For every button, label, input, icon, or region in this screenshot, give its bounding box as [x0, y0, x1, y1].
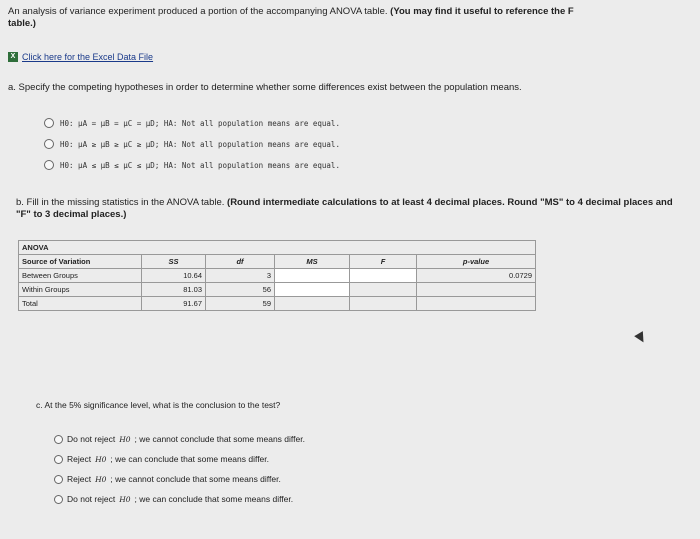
- h0-symbol: H0: [95, 454, 107, 464]
- mouse-cursor-icon: [634, 331, 648, 345]
- hypothesis-label: H0: μA ≤ μB ≤ μC ≤ μD; HA: Not all population means are equal.: [60, 160, 340, 170]
- ms-input-within[interactable]: [275, 283, 350, 297]
- ss-cell: 91.67: [142, 297, 206, 311]
- df-cell: 59: [206, 297, 275, 311]
- excel-data-link[interactable]: [8, 52, 153, 62]
- source-cell: Between Groups: [19, 269, 142, 283]
- radio-button[interactable]: [44, 139, 54, 149]
- radio-button[interactable]: [44, 160, 54, 170]
- conclusion-option-2[interactable]: [54, 454, 269, 464]
- option-text: Reject: [67, 474, 92, 484]
- excel-icon: X: [8, 52, 18, 62]
- df-cell: 3: [206, 269, 275, 283]
- f-cell: [350, 297, 417, 311]
- conclusion-option-3[interactable]: [54, 474, 281, 484]
- option-text: ; we can conclude that some means differ.: [110, 454, 270, 464]
- option-text: Do not reject: [67, 494, 116, 504]
- source-cell: Total: [19, 297, 142, 311]
- f-input-between[interactable]: [350, 269, 417, 283]
- table-row-total: [19, 297, 536, 311]
- header-p-value: p-value: [417, 255, 536, 269]
- hypothesis-option-2[interactable]: [44, 139, 340, 149]
- part-b-question: [16, 197, 686, 221]
- option-text: Reject: [67, 454, 92, 464]
- h0-symbol: H0: [119, 434, 131, 444]
- ss-cell: 10.64: [142, 269, 206, 283]
- conclusion-option-1[interactable]: [54, 434, 305, 444]
- p-value-cell: [417, 283, 536, 297]
- intro-text: An analysis of variance experiment produced a portion of the accompanying ANOVA table.: [8, 6, 388, 17]
- intro-hint: (You may find it useful to reference the F: [390, 6, 574, 17]
- header-source: Source of Variation: [19, 255, 142, 269]
- radio-button[interactable]: [44, 118, 54, 128]
- p-value-cell: 0.0729: [417, 269, 536, 283]
- radio-button[interactable]: [54, 495, 63, 504]
- option-text: ; we can conclude that some means differ.: [134, 494, 294, 504]
- part-a-question: a. Specify the competing hypotheses in order to determine whether some differences exist between the population means.: [8, 82, 522, 93]
- problem-intro: [8, 6, 688, 30]
- anova-table: [18, 240, 536, 311]
- ms-cell: [275, 297, 350, 311]
- source-cell: Within Groups: [19, 283, 142, 297]
- hypothesis-label: H0: μA ≥ μB ≥ μC ≥ μD; HA: Not all population means are equal.: [60, 139, 340, 149]
- hypothesis-label: H0: μA = μB = μC = μD; HA: Not all population means are equal.: [60, 118, 340, 128]
- h0-symbol: H0: [119, 494, 131, 504]
- f-cell: [350, 283, 417, 297]
- excel-link-label[interactable]: Click here for the Excel Data File: [22, 52, 154, 62]
- table-row-within: [19, 283, 536, 297]
- radio-button[interactable]: [54, 455, 63, 464]
- ms-input-between[interactable]: [275, 269, 350, 283]
- intro-hint-end: table.): [8, 18, 36, 29]
- radio-button[interactable]: [54, 435, 63, 444]
- header-ss: SS: [142, 255, 206, 269]
- ss-cell: 81.03: [142, 283, 206, 297]
- hypothesis-option-3[interactable]: [44, 160, 340, 170]
- header-ms: MS: [275, 255, 350, 269]
- radio-button[interactable]: [54, 475, 63, 484]
- part-c-question: c. At the 5% significance level, what is the conclusion to the test?: [36, 400, 281, 410]
- part-b-text: b. Fill in the missing statistics in the ANOVA table.: [16, 197, 225, 208]
- part-b-rounding-note: (Round intermediate calculations to at least 4 decimal places. Round "MS" to 4 decimal places and "F" to 3 decimal places.): [16, 197, 673, 220]
- option-text: ; we cannot conclude that some means differ.: [134, 434, 305, 444]
- option-text: ; we cannot conclude that some means differ.: [110, 474, 281, 484]
- p-value-cell: [417, 297, 536, 311]
- df-cell: 56: [206, 283, 275, 297]
- hypothesis-option-1[interactable]: [44, 118, 340, 128]
- option-text: Do not reject: [67, 434, 116, 444]
- header-f: F: [350, 255, 417, 269]
- header-df: df: [206, 255, 275, 269]
- table-row-between: [19, 269, 536, 283]
- anova-title: ANOVA: [19, 241, 536, 255]
- conclusion-option-4[interactable]: [54, 494, 293, 504]
- h0-symbol: H0: [95, 474, 107, 484]
